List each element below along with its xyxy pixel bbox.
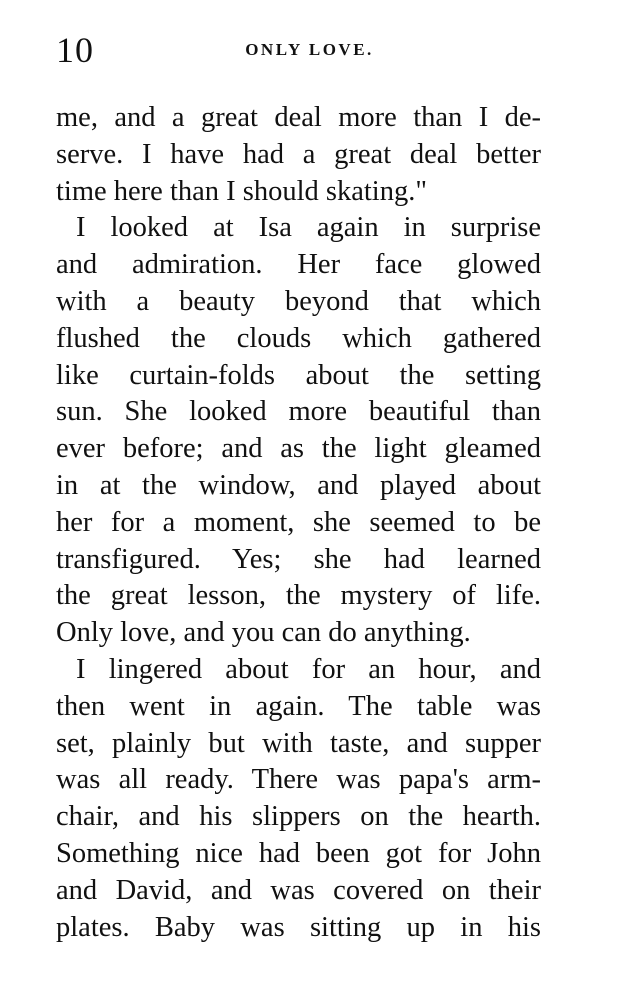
body-text (56, 100, 541, 946)
text-line: set, plainly but with taste, and supper (56, 727, 541, 759)
text-line: ever before; and as the light gleamed (56, 433, 541, 465)
text-line: and David, and was covered on their (56, 874, 541, 906)
text-line: me, and a great deal more than I de- (56, 102, 541, 133)
text-line: and admiration. Her face glowed (56, 249, 541, 281)
text-line: was all ready. There was papa's arm- (56, 764, 541, 796)
page-number: 10 (56, 30, 94, 70)
text-line: chair, and his slippers on the hearth. (56, 801, 541, 833)
text-line: Only love, and you can do anything. (56, 617, 471, 649)
text-line: time here than I should skating." (56, 175, 427, 207)
text-line: flushed the clouds which gathered (56, 322, 541, 354)
text-line: like curtain-folds about the setting (56, 359, 541, 391)
text-line: her for a moment, she seemed to be (56, 506, 541, 538)
text-line: I lingered about for an hour, and (76, 653, 541, 685)
text-line: then went in again. The table was (56, 690, 541, 722)
text-line: sun. She looked more beautiful than (56, 396, 541, 428)
text-line: Something nice had been got for John (56, 837, 541, 869)
text-line: with a beauty beyond that which (56, 285, 541, 317)
running-title: ONLY LOVE. (245, 40, 374, 59)
text-line: plates. Baby was sitting up in his (56, 911, 541, 943)
text-line: serve. I have had a great deal better (56, 138, 541, 170)
text-line: in at the window, and played about (56, 469, 541, 501)
text-line: I looked at Isa again in surprise (76, 212, 541, 244)
text-line: the great lesson, the mystery of life. (56, 580, 541, 612)
text-line: transfigured. Yes; she had learned (56, 543, 541, 575)
